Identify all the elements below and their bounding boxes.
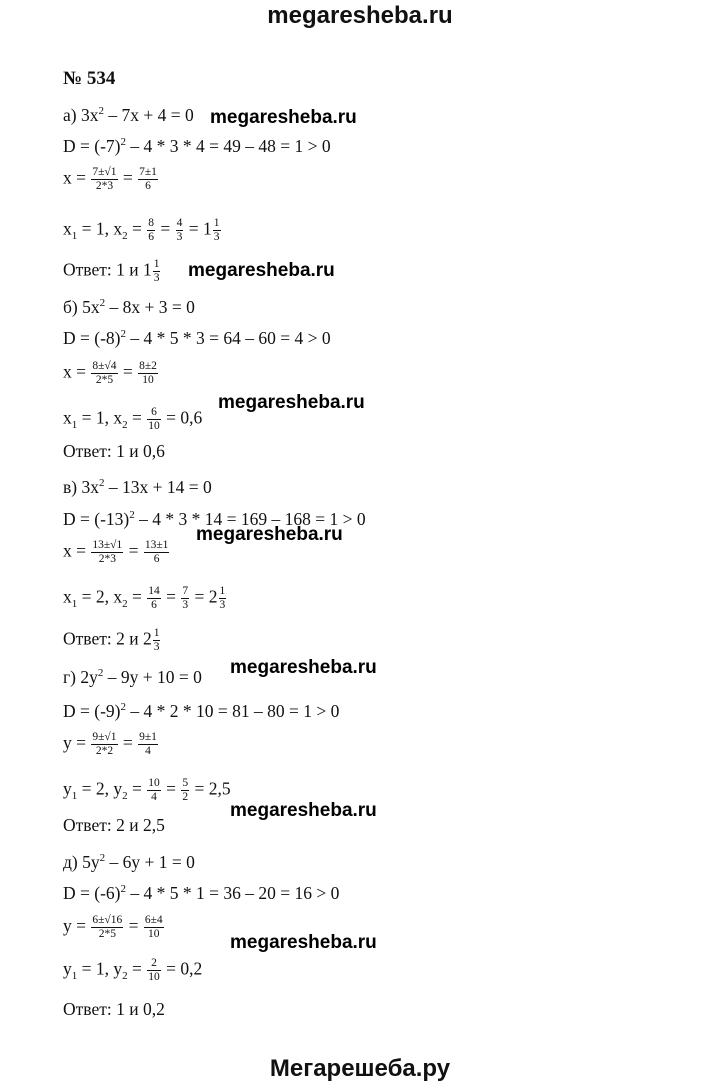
part-b-equation: б) $5x^2 - 8x + 3 = 0$ xyxy=(63,296,195,317)
watermark: megaresheba.ru xyxy=(230,800,377,821)
part-c-answer: Ответ: 2 и 2 $\frac{1}{3}$ xyxy=(63,627,160,653)
part-a-equation: а) $3x^2 - 7x + 4 = 0$ xyxy=(63,104,194,125)
watermark: megaresheba.ru xyxy=(196,524,343,545)
watermark: megaresheba.ru xyxy=(210,107,357,128)
part-a-formula: x = $\frac{7\pm√1}{2*3}$ = $\frac{7\pm 1}{6}$ xyxy=(63,166,157,192)
part-c-formula: x = $\frac{13\pm√1}{2*3}$ = $\frac{13\pm 1}{6}$ xyxy=(63,539,169,565)
part-d-answer: Ответ: 2 и 2,5 xyxy=(63,815,165,835)
part-a-discriminant: $D = (-7)^2 - 4 * 3 * 4 = 49 - 48 = 1 > 0$ xyxy=(63,135,331,156)
part-c-equation: в) $3x^2 - 13x + 14 = 0$ xyxy=(63,476,212,497)
part-c-discriminant: $D = (-13)^2 - 4 * 3 * 14 = 169 - 168 = 1 > 0$ xyxy=(63,508,366,529)
part-a-roots: $x_1 = 1$, $x_2$ = $\frac{8}{6}$ = $\frac{4}{3}$ = 1 $\frac{1}{3}$ xyxy=(63,217,220,243)
part-d-discriminant: $D = (-9)^2 - 4 * 2 * 10 = 81 - 80 = 1 > 0$ xyxy=(63,700,340,721)
watermark: megaresheba.ru xyxy=(230,932,377,953)
watermark: megaresheba.ru xyxy=(218,392,365,413)
part-d-roots: $y_1 = 2$, $y_2$ = $\frac{10}{4}$ = $\frac{5}{2}$ = 2,5 xyxy=(63,777,231,803)
part-d-formula: y = $\frac{9\pm√1}{2*2}$ = $\frac{9\pm 1}{4}$ xyxy=(63,731,157,757)
watermark: megaresheba.ru xyxy=(188,260,335,281)
site-header: megaresheba.ru xyxy=(267,2,453,29)
part-e-answer: Ответ: 1 и 0,2 xyxy=(63,999,165,1019)
problem-title: № 534 xyxy=(63,68,116,89)
part-a-answer: Ответ: 1 и 1 $\frac{1}{3}$ xyxy=(63,258,160,284)
part-c-roots: $x_1 = 2$, $x_2$ = $\frac{14}{6}$ = $\frac{7}{3}$ = 2 $\frac{1}{3}$ xyxy=(63,585,226,611)
part-b-discriminant: $D = (-8)^2 - 4 * 5 * 3 = 64 - 60 = 4 > 0$ xyxy=(63,327,331,348)
part-e-equation: д) $5y^2 - 6y + 1 = 0$ xyxy=(63,851,195,872)
part-b-answer: Ответ: 1 и 0,6 xyxy=(63,441,165,461)
part-e-roots: $y_1 = 1$, $y_2$ = $\frac{2}{10}$ = 0,2 xyxy=(63,957,203,983)
part-b-roots: $x_1 = 1$, $x_2$ = $\frac{6}{10}$ = 0,6 xyxy=(63,406,203,432)
part-b-formula: x = $\frac{8\pm√4}{2*5}$ = $\frac{8\pm 2}{10}$ xyxy=(63,360,157,386)
site-footer: Мегарешеба.ру xyxy=(269,1055,451,1082)
part-e-formula: y = $\frac{6\pm√16}{2*5}$ = $\frac{6\pm 4}{10}$ xyxy=(63,914,163,940)
part-d-equation: г) $2y^2 - 9y + 10 = 0$ xyxy=(63,666,202,687)
watermark: megaresheba.ru xyxy=(230,657,377,678)
part-e-discriminant: $D = (-6)^2 - 4 * 5 * 1 = 36 - 20 = 16 > 0$ xyxy=(63,882,340,903)
